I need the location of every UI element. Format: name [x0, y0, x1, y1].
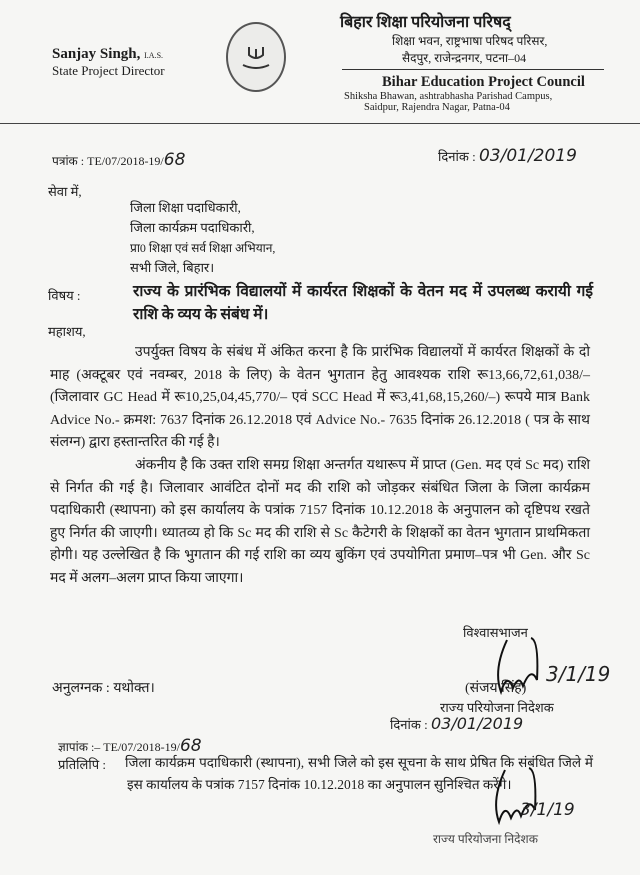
enclosure-value: यथोक्त। — [113, 681, 155, 696]
addressee-line: सभी जिले, बिहार। — [130, 260, 215, 275]
ref-number: TE/07/2018-19/ — [87, 154, 164, 168]
header-rule — [342, 69, 604, 70]
subject-text: राज्य के प्रारंभिक विद्यालयों में कार्यरत शिक्षकों के वेतन मद में उपलब्ध करायी गई राशि के व्यय के संबंध में। — [133, 283, 593, 323]
signoff-date-label: दिनांक : — [390, 717, 428, 732]
seal-logo — [226, 22, 286, 92]
addressee-line: जिला कार्यक्रम पदाधिकारी, — [130, 220, 255, 235]
ref-handwritten-number: 68 — [163, 150, 186, 170]
memo-number-value: TE/07/2018-19/ — [103, 740, 180, 754]
memo-label: ज्ञापांक :– — [58, 740, 101, 754]
addressee-block — [130, 198, 275, 278]
org-name-hindi: बिहार शिक्षा परियोजना परिषद् — [340, 14, 511, 31]
copy-label: प्रतिलिपि : — [58, 757, 106, 772]
officer-name: Sanjay Singh, — [52, 46, 141, 62]
org-name-english: Bihar Education Project Council — [382, 74, 585, 90]
enclosure — [52, 678, 155, 697]
reference-date — [438, 146, 577, 166]
letterhead-divider — [0, 123, 640, 124]
greeting: महाशय, — [48, 324, 86, 339]
subject-label: विषय : — [48, 288, 81, 303]
signoff-date-value: 03/01/2019 — [430, 714, 524, 733]
signatory-designation: राज्य परियोजना निदेशक — [440, 700, 554, 715]
officer-suffix: I.A.S. — [144, 51, 164, 60]
closing: विश्वासभाजन — [463, 625, 528, 640]
org-address-hindi-1: शिक्षा भवन, राष्ट्रभाषा परिषद परिसर, — [392, 34, 548, 48]
body-paragraph-2: अंकनीय है कि उक्त राशि समग्र शिक्षा अन्तर्गत यथारूप में प्राप्त (Gen. मद एवं Sc मद) राशि से निर्गत की गई है। जिलावार आवंटित दोनों मद की राशि को जोड़कर संबंधित जिला के जिला कार्यक्रम पदाधिकारी (स्थापना) को इस कार्यालय के पत्रांक 7157 दिनांक 10.12.2018 के अनुपालन को दृष्टिपथ रखते हुए निर्गत की जाएगी। ध्यातव्य हो कि Sc मद की राशि से Sc कैटेगरी के शिक्षकों का वेतन भुगतान प्राथमिकता होगी। यह उल्लेखित है कि भुगतान की गई राशि का व्यय बुकिंग एवं उपयोगिता प्रमाण–पत्र भी Gen. और Sc मद में अलग–अलग प्राप्त किया जाएगा। — [50, 458, 590, 586]
letterhead-org — [340, 10, 610, 113]
copy-text: जिला कार्यक्रम पदाधिकारी (स्थापना), सभी जिले को इस सूचना के साथ प्रेषित कि संबंधित जिले में इस कार्यालय के पत्रांक 7157 दिनांक 10.12.2018 का अनुपालन सुनिश्चित करेंगे। — [125, 755, 593, 792]
ref-label: पत्रांक : — [52, 154, 85, 168]
copy-signature-date: 3/1/19 — [520, 800, 575, 820]
officer-title: State Project Director — [52, 63, 165, 78]
date-value: 03/01/2019 — [478, 146, 577, 166]
addressee-line: प्रा0 शिक्षा एवं सर्व शिक्षा अभियान, — [130, 241, 276, 255]
copy-designation: राज्य परियोजना निदेशक — [433, 832, 538, 846]
officer-block — [52, 46, 165, 79]
reference-number — [52, 150, 185, 170]
date-label: दिनांक : — [438, 149, 476, 164]
signoff-date — [390, 714, 523, 733]
to-label: सेवा में, — [48, 184, 82, 199]
org-address-hindi-2: सैदपुर, राजेन्द्रनगर, पटना–04 — [402, 51, 527, 65]
enclosure-label: अनुलग्नक : — [52, 681, 110, 696]
seal-emblem-icon — [236, 37, 276, 77]
memo-handwritten-number: 68 — [179, 736, 202, 756]
signature-date: 3/1/19 — [546, 662, 611, 686]
org-address-english-1: Shiksha Bhawan, ashtrabhasha Parishad Campus, — [344, 91, 553, 102]
body-paragraph-1: उपर्युक्त विषय के संबंध में अंकित करना है कि प्रारंभिक विद्यालयों में कार्यरत शिक्षकों के दो माह (अक्टूबर एवं नवम्बर, 2018 के लिए) के वेतन भुगतान हेतु आवश्यक राशि रू13,66,72,61,038/–(जिलावार GC Head में रू10,25,04,45,770/– एवं SCC Head में रू3,41,68,15,260/–) रूपये मात्र Bank Advice No.- क्रमश: 7637 दिनांक 26.12.2018 एवं Advice No.- 7635 दिनांक 26.12.2018 ( पत्र के साथ संलग्न) द्वारा हस्तान्तरित की गई है। — [50, 345, 590, 451]
addressee-line: जिला शिक्षा पदाधिकारी, — [130, 200, 241, 215]
signatory-name: (संजय सिंह) — [465, 681, 527, 696]
org-address-english-2: Saidpur, Rajendra Nagar, Patna-04 — [364, 102, 510, 113]
